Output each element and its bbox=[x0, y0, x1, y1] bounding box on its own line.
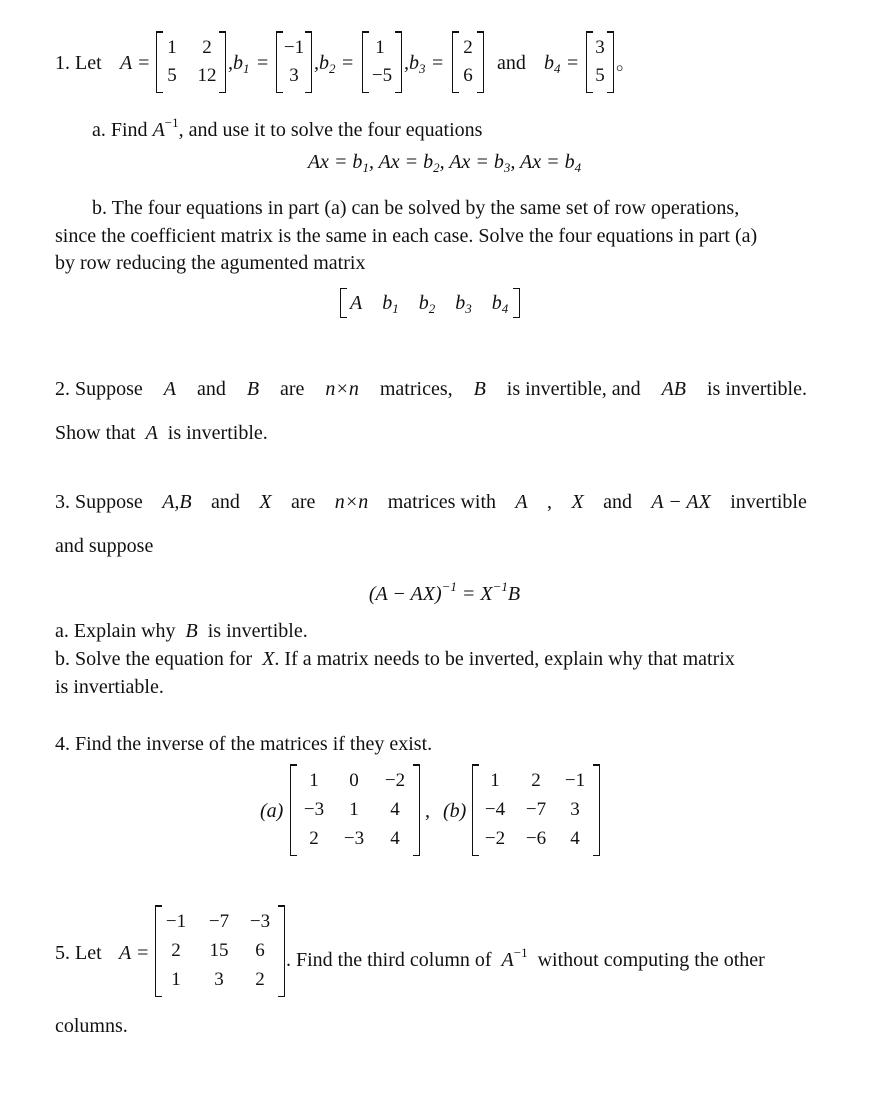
matrix-cell: 3 bbox=[570, 799, 580, 820]
p1-and: and bbox=[497, 52, 526, 74]
p3-part-a: a. Explain why B is invertible. bbox=[55, 620, 308, 642]
matrix-cell: −7 bbox=[525, 799, 547, 820]
p3-line1: 3. Suppose A,B and X are n×n matrices with A , X and A − AX invertible bbox=[55, 491, 807, 513]
matrix-cell: 2 bbox=[202, 37, 212, 58]
matrix-cell: −2 bbox=[484, 828, 506, 849]
matrix-cell: 5 bbox=[167, 65, 177, 86]
matrix-cell: −3 bbox=[303, 799, 325, 820]
p1-b2-label: $,b_2$ bbox=[314, 52, 336, 76]
matrix-cell: 4 bbox=[390, 799, 400, 820]
matrix-cell: 1 bbox=[171, 969, 181, 990]
p3-line2: and suppose bbox=[55, 535, 154, 557]
p1-b1-label: $,b_1$ bbox=[228, 52, 250, 76]
p3-part-b-line2: is invertiable. bbox=[55, 676, 164, 698]
p1-vector-b1 bbox=[276, 31, 312, 93]
p4-matrix-a bbox=[290, 764, 420, 856]
matrix-cell: 3 bbox=[289, 65, 299, 86]
matrix-cell: 5 bbox=[595, 65, 605, 86]
p4-matrix-b bbox=[472, 764, 600, 856]
p1-A-label: A = bbox=[120, 52, 151, 74]
p3-part-b-line1: b. Solve the equation for X. If a matrix needs to be inverted, explain why that matrix bbox=[55, 648, 735, 670]
p1-part-b-line2: since the coefficient matrix is the same in each case. Solve the four equations in part (a) bbox=[55, 225, 758, 247]
matrix-cell: 1 bbox=[490, 770, 500, 791]
matrix-cell: 2 bbox=[255, 969, 265, 990]
matrix-cell: −1 bbox=[165, 911, 187, 932]
p2-line2: Show that A is invertible. bbox=[55, 422, 268, 444]
p1-vector-b3 bbox=[452, 31, 484, 93]
matrix-cell: −2 bbox=[384, 770, 406, 791]
matrix-cell: −3 bbox=[343, 828, 365, 849]
p4-label-b: (b) bbox=[443, 800, 467, 822]
matrix-cell: −4 bbox=[484, 799, 506, 820]
matrix-cell: 4 bbox=[390, 828, 400, 849]
p1-vector-b4 bbox=[586, 31, 614, 93]
matrix-cell: 1 bbox=[349, 799, 359, 820]
matrix-cell: −1 bbox=[283, 37, 305, 58]
matrix-cell: 1 bbox=[375, 37, 385, 58]
matrix-cell: −3 bbox=[249, 911, 271, 932]
p5-text: . Find the third column of $A^{-1}$ without computing the other bbox=[286, 945, 765, 971]
matrix-cell: 6 bbox=[463, 65, 473, 86]
p1-eq: = bbox=[432, 52, 444, 74]
p1-vector-b2 bbox=[362, 31, 402, 93]
matrix-cell: 6 bbox=[255, 940, 265, 961]
matrix-cell: 3 bbox=[595, 37, 605, 58]
matrix-cell: −1 bbox=[564, 770, 586, 791]
matrix-cell: 0 bbox=[349, 770, 359, 791]
matrix-cell: 1 bbox=[309, 770, 319, 791]
p1-part-b-line1: b. The four equations in part (a) can be solved by the same set of row operations, bbox=[92, 197, 740, 219]
bracket-right bbox=[513, 288, 520, 318]
p1-equations: $Ax = b_1$, $Ax = b_2$, $Ax = b_3$, $Ax = b_4$ bbox=[307, 151, 582, 175]
p3-equation: $(A - AX)^{-1} = X^{-1}B$ bbox=[368, 579, 521, 605]
matrix-cell: 2 bbox=[531, 770, 541, 791]
p1-eq: = bbox=[342, 52, 354, 74]
matrix-cell: 2 bbox=[309, 828, 319, 849]
p1-b3-label: $,b_3$ bbox=[404, 52, 426, 76]
matrix-cell: 3 bbox=[214, 969, 224, 990]
p4-label-a: (a) bbox=[260, 800, 284, 822]
p4-comma: , bbox=[425, 800, 430, 822]
p1-eq: = bbox=[567, 52, 579, 74]
p1-b4-label: $b_4$ bbox=[544, 52, 561, 76]
matrix-cell: −7 bbox=[208, 911, 230, 932]
p1-eq: = bbox=[257, 52, 269, 74]
bracket-left bbox=[340, 288, 347, 318]
matrix-cell: −5 bbox=[371, 65, 393, 86]
p1-part-a: a. Find $A^{-1}$, and use it to solve the four equations bbox=[92, 115, 483, 141]
p5-A-label: A = bbox=[119, 942, 150, 964]
p5-text-cont: columns. bbox=[55, 1015, 128, 1037]
matrix-cell: 15 bbox=[209, 940, 229, 961]
p1-part-b-line3: by row reducing the agumented matrix bbox=[55, 252, 366, 274]
p1-end-mark: 。 bbox=[616, 52, 636, 74]
p1-lead: 1. Let bbox=[55, 52, 102, 74]
matrix-cell: 2 bbox=[463, 37, 473, 58]
p2-line1: 2. Suppose A and B are n×n matrices, B is invertible, and AB is invertible. bbox=[55, 378, 807, 400]
p5-matrix bbox=[155, 905, 285, 997]
p4-intro: 4. Find the inverse of the matrices if they exist. bbox=[55, 733, 433, 755]
p5-lead: 5. Let bbox=[55, 942, 102, 964]
p1-matrix-A bbox=[156, 31, 226, 93]
matrix-cell: 1 bbox=[167, 37, 177, 58]
matrix-cell: 12 bbox=[197, 65, 217, 86]
matrix-cell: 2 bbox=[171, 940, 181, 961]
matrix-cell: 4 bbox=[570, 828, 580, 849]
matrix-cell: −6 bbox=[525, 828, 547, 849]
p1-aug-contents: A $b_1$ $b_2$ $b_3$ $b_4$ bbox=[350, 292, 509, 316]
